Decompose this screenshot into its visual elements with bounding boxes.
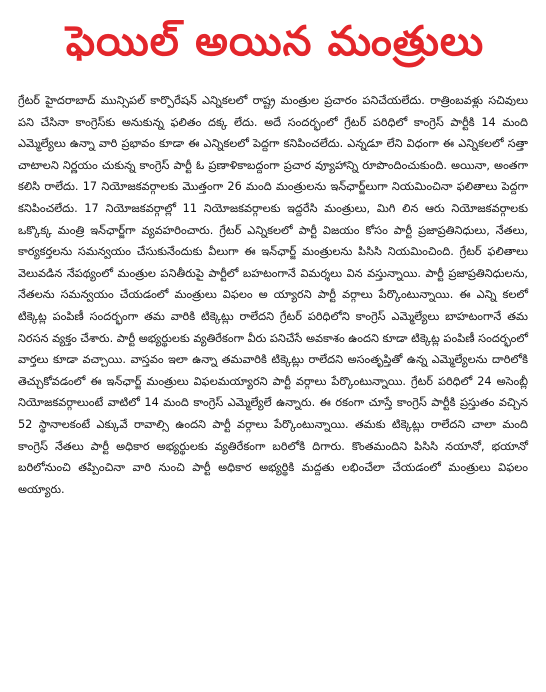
article-body: గ్రేటర్ హైదరాబాద్ మున్సిపల్ కార్పొరేషన్ ఎన్నికలలో రాష్ట్ర మంత్రుల ప్రచారం పనిచేయలేదు. రాత్రింబవళ్లు సచివులు పని చేసినా కాంగ్రెస్‌కు అనుకున్న ఫలితం దక్క లేదు. అదే సందర్భంలో గ్రేటర్ పరిధిలో కాంగ్రెస్ పార్టీకి 14 మంది ఎమ్మెల్యేలు ఉన్నా వారి ప్రభావం కూడా ఈ ఎన్నికలలో పెద్దగా కనిపించలేదు. ఎన్నడూ లేని విధంగా ఈ ఎన్నికలలో సత్తా చాటాలని నిర్ణయం చుకున్న కాంగ్రెస్ పార్టీ ఓ ప్రణాళికాబద్దంగా ప్రచార వ్యూహాన్ని రూపొందించుకుంది. అయినా, అంతగా కలిసి రాలేదు. 17 నియోజకవర్గాలకు మొత్తంగా 26 మంది మంత్రులను ఇన్‌ఛార్జ్‌లుగా నియమించినా ఫలితాలు పెద్దగా కనిపించలేదు. 17 నియోజకవర్గాల్లో 11 నియోజకవర్గాలకు ఇద్దరేసి మంత్రులు, మిగి లిన ఆరు నియోజకవర్గాలకు ఒక్కొక్క మంత్రి ఇన్‌ఛార్జ్‌గా వ్యవహరించారు. గ్రేటర్ ఎన్నికలలో పార్టీ విజయం కోసం పార్టీ ప్రజాప్రతినిధులు, నేతలు, కార్యకర్తలను సమన్వయం చేసుకునేందుకు వీలుగా ఈ ఇన్‌ఛార్జ్ మంత్రులను పిసిసి నియమించింది. గ్రేటర్ ఫలితాలు వెలువడిన నేపథ్యంలో మంత్రుల పనితీరుపై పార్టీలో బహటంగానే విమర్శలు విన వస్తున్నాయి. పార్టీ ప్రజాప్రతినిధులను, నేతలను సమన్వయం చేయడంలో మంత్రులు విఫలం అ య్యారని పార్టీ వర్గాలు పేర్కొంటున్నాయి. ఈ ఎన్ని కలలో టిక్కెట్ల పంపిణీ సందర్భంగా తమ వారికి టిక్కెట్లు రాలేదని గ్రేటర్ పరిధిలోని కాంగ్రెస్ ఎమ్మెల్యేలు బాహటంగానే తమ నిరసన వ్యక్తం చేశారు. పార్టీ అభ్యర్థులకు వ్యతిరేకంగా వీరు పనిచేసే అవకాశం ఉందని కూడా టిక్కెట్ల పంపిణీ సందర్భంలో వార్తలు కూడా వచ్చాయి. వాస్తవం ఇలా ఉన్నా తమవారికి టిక్కెట్లు రాలేదని అసంతృప్తితో ఉన్న ఎమ్మెల్యేలను దారిలోకి తెచ్చుకోవడంలో ఈ ఇన్‌ఛార్జ్ మంత్రులు విఫలమయ్యారని పార్టీ వర్గాలు పేర్కొంటున్నాయి. గ్రేటర్ పరిధిలో 24 అసెంబ్లీ నియోజకవర్గాలుంటే వాటిలో 14 మంది కాంగ్రెస్ ఎమ్మెల్యేలే ఉన్నారు. ఈ రకంగా చూస్తే కాంగ్రెస్ పార్టీకి ప్రస్తుతం వచ్చిన 52 స్థానాలకంటే ఎక్కువే రావాల్సి ఉందని పార్టీ వర్గాలు పేర్కొంటున్నాయి. తమకు టిక్కెట్లు రాలేదని చాలా మంది కాంగ్రెస్ నేతలు పార్టీ అధికార అభ్యర్థులకు వ్యతిరేకంగా బరిలోకి దిగారు. కొంతమందిని పిసిసి నయానో, భయానో బరిలోనుంచి తప్పించినా వారి నుంచి పార్టీ అధికార అభ్యర్థికి మద్దతు లభించేలా చేయడంలో మంత్రులు విఫలం అయ్యారు. [18,94,528,496]
article-headline: ఫెయిల్ అయిన మంత్రులు [65,17,485,65]
